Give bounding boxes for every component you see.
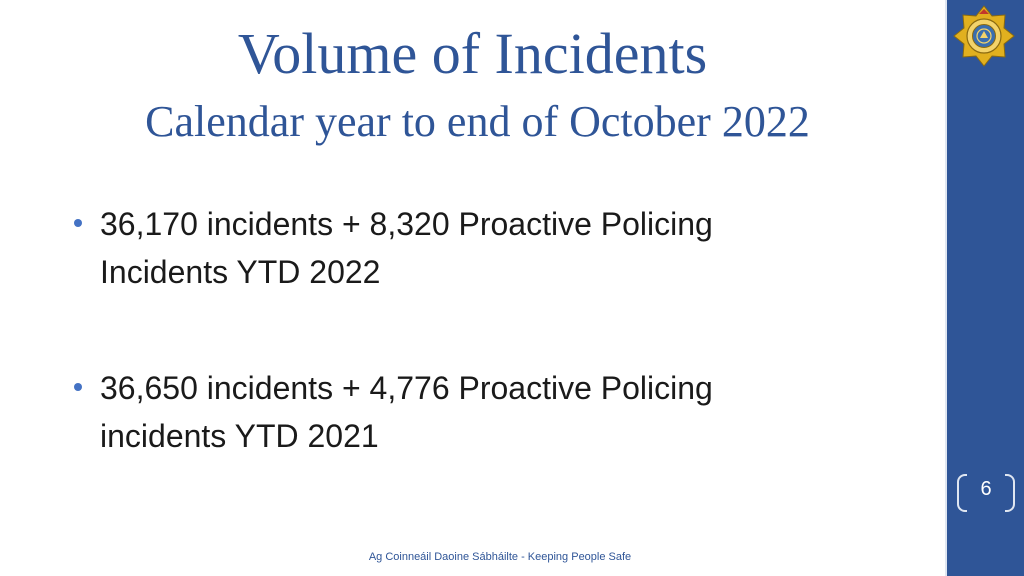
bullet-list [72, 200, 832, 528]
bullet-dot-icon [74, 383, 82, 391]
police-crest-icon [950, 4, 1018, 68]
bullet-dot-icon [74, 219, 82, 227]
bullet-item [72, 200, 832, 296]
bullet-item [72, 364, 832, 460]
page-number-box [948, 464, 1024, 520]
right-bracket-icon [1005, 474, 1015, 512]
slide-title: Volume of Incidents [237, 21, 708, 86]
page-number: 6 [980, 478, 992, 500]
bullet-text: 36,170 incidents + 8,320 Proactive Policing Incidents YTD 2022 [100, 206, 713, 290]
slide-subtitle: Calendar year to end of October 2022 [145, 97, 810, 146]
footer-tagline: Ag Coinneáil Daoine Sábháilte - Keeping People Safe [368, 551, 632, 563]
side-bar-edge [945, 0, 947, 576]
bullet-text: 36,650 incidents + 4,776 Proactive Policing incidents YTD 2021 [100, 370, 713, 454]
